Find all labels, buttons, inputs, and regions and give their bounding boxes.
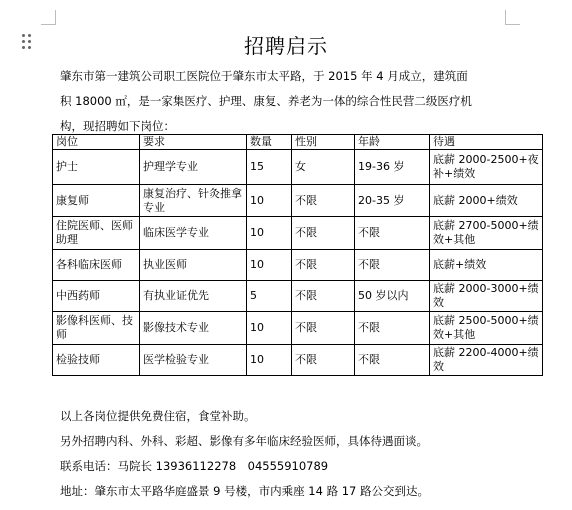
crop-mark-top-left: [41, 10, 56, 25]
cell-salary: 底薪 2000-3000+绩效: [430, 281, 543, 312]
cell-age: 不限: [355, 217, 430, 250]
cell-gender: 不限: [292, 312, 355, 345]
cell-requirement: 护理学专业: [140, 150, 247, 185]
footer-notes: [60, 404, 429, 504]
cell-salary: 底薪 2200-4000+绩效: [430, 345, 543, 376]
cell-gender: 不限: [292, 250, 355, 281]
table-row: [53, 281, 543, 312]
table-row: [53, 345, 543, 376]
crop-mark-top-right: [505, 10, 520, 25]
cell-age: 不限: [355, 250, 430, 281]
cell-requirement: 康复治疗、针灸推拿专业: [140, 185, 247, 217]
cell-position: 康复师: [53, 185, 140, 217]
header-position: 岗位: [53, 135, 140, 150]
cell-requirement: 医学检验专业: [140, 345, 247, 376]
table-row: [53, 312, 543, 345]
contact-phone: 联系电话：马院长 13936112278 04555910789: [60, 459, 329, 473]
cell-requirement: 有执业证优先: [140, 281, 247, 312]
table-row: [53, 250, 543, 281]
cell-salary: 底薪+绩效: [430, 250, 543, 281]
cell-position: 住院医师、医师助理: [53, 217, 140, 250]
table-row: [53, 217, 543, 250]
cell-requirement: 影像技术专业: [140, 312, 247, 345]
cell-gender: 女: [292, 150, 355, 185]
cell-requirement: 临床医学专业: [140, 217, 247, 250]
header-salary: 待遇: [430, 135, 543, 150]
cell-age: 不限: [355, 345, 430, 376]
cell-quantity: 15: [247, 150, 292, 185]
cell-quantity: 10: [247, 312, 292, 345]
header-quantity: 数量: [247, 135, 292, 150]
header-requirement: 要求: [140, 135, 247, 150]
cell-age: 20-35 岁: [355, 185, 430, 217]
cell-requirement: 执业医师: [140, 250, 247, 281]
header-gender: 性别: [292, 135, 355, 150]
cell-position: 护士: [53, 150, 140, 185]
cell-quantity: 10: [247, 345, 292, 376]
cell-salary: 底薪 2000+绩效: [430, 185, 543, 217]
cell-quantity: 10: [247, 217, 292, 250]
cell-position: 影像科医师、技师: [53, 312, 140, 345]
cell-age: 50 岁以内: [355, 281, 430, 312]
cell-gender: 不限: [292, 281, 355, 312]
cell-gender: 不限: [292, 345, 355, 376]
intro-line: 构，现招聘如下岗位：: [60, 119, 175, 133]
table-header-row: [53, 135, 543, 150]
benefits-note: 以上各岗位提供免费住宿，食堂补助。: [60, 409, 256, 423]
cell-salary: 底薪 2700-5000+绩效+其他: [430, 217, 543, 250]
cell-salary: 底薪 2500-5000+绩效+其他: [430, 312, 543, 345]
cell-quantity: 10: [247, 250, 292, 281]
header-age: 年龄: [355, 135, 430, 150]
jobs-table: [52, 134, 543, 376]
table-row: [53, 150, 543, 185]
cell-age: 19-36 岁: [355, 150, 430, 185]
cell-gender: 不限: [292, 217, 355, 250]
cell-position: 检验技师: [53, 345, 140, 376]
cell-quantity: 10: [247, 185, 292, 217]
table-row: [53, 185, 543, 217]
address: 地址：肇东市太平路华庭盛景 9 号楼，市内乘座 14 路 17 路公交到达。: [60, 484, 430, 498]
cell-quantity: 5: [247, 281, 292, 312]
page-title: 招聘启示: [244, 34, 328, 58]
cell-position: 中西药师: [53, 281, 140, 312]
cell-position: 各科临床医师: [53, 250, 140, 281]
intro-line: 积 18000 ㎡，是一家集医疗、护理、康复、养老为一体的综合性民营二级医疗机: [60, 94, 472, 108]
intro-line: 肇东市第一建筑公司职工医院位于肇东市太平路，于 2015 年 4 月成立，建筑面: [60, 69, 468, 83]
intro-paragraph: [60, 64, 530, 139]
cell-gender: 不限: [292, 185, 355, 217]
additional-hiring-note: 另外招聘内科、外科、彩超、影像有多年临床经验医师，具体待遇面谈。: [60, 434, 428, 448]
cell-salary: 底薪 2000-2500+夜补+绩效: [430, 150, 543, 185]
cell-age: 不限: [355, 312, 430, 345]
